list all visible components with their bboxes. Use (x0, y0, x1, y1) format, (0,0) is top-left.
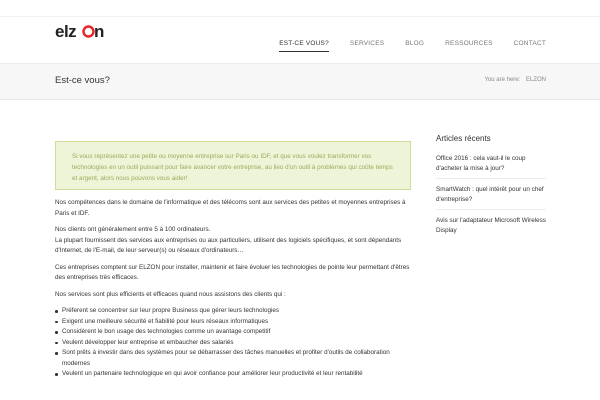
nav-item-contact[interactable]: CONTACT (513, 40, 546, 47)
recent-article-link[interactable]: SmartWatch : quel intérêt pour un chef d'entreprise? (436, 185, 546, 210)
recent-article-link[interactable]: Avis sur l'adaptateur Microsoft Wireless Display (436, 217, 546, 234)
sidebar (436, 134, 546, 246)
nav-item-blog[interactable]: BLOG (405, 40, 425, 47)
svg-text:n: n (94, 22, 105, 41)
main-content (55, 141, 411, 380)
nav-item-services[interactable]: SERVICES (349, 40, 385, 47)
notice-box: Si vous représentez une petite ou moyenne entreprise sur Paris ou IDF, et que vous voulez transformer vos technologies en un outil puissant pour faire avancer votre entreprise, au lieu d'un outil à problèmes qui coûte temps et argent, alors nous pouvons vous aider! (55, 141, 411, 190)
paragraph-clients-profile: La plupart fournissent des services aux entreprises ou aux particuliers, utilisent des logiciels spécifiques, et sont dépendants d'Internet, de l'E-mail, de leur serveur(s) ou réseaux d'ordinateurs… (55, 236, 402, 254)
main-nav (258, 40, 546, 47)
elzon-logo[interactable] (55, 21, 107, 43)
breadcrumb-item-elzon[interactable]: ELZON (525, 77, 546, 83)
list-item: Veulent un partenaire technologique en qui avoir confiance pour améliorer leur productivité et leur rentabilité (55, 369, 411, 380)
list-item: Exigent une meilleure sécurité et fiabilité pour leurs réseaux informatiques (55, 317, 411, 328)
title-bar (0, 63, 600, 100)
list-item: Considèrent le bon usage des technologies comme un avantage competitif (55, 327, 411, 338)
nav-item-ressources[interactable]: RESSOURCES (445, 40, 493, 47)
page-title: Est-ce vous? (55, 75, 110, 86)
paragraph-elzon: Ces entreprises comptent sur ELZON pour installer, maintenir et faire évoluer les technologies de pointe leur permettant d'êtres des entreprises très efficaces. (55, 263, 410, 281)
breadcrumb (481, 77, 547, 83)
top-strip (0, 0, 600, 17)
breadcrumb-prefix: You are here: (484, 77, 521, 83)
recent-article-link[interactable]: Office 2016 : cela vaut-il le coup d'acheter la mise à jour? (436, 154, 546, 179)
nav-item-est-ce-vous[interactable]: EST-CE VOUS? (279, 40, 329, 47)
paragraph-clients-size: Nos clients ont généralement entre 5 à 100 ordinateurs. (55, 226, 211, 233)
list-item: Veulent développer leur entreprise et embaucher des salariés (55, 338, 411, 349)
list-item: Préferent se concentrer sur leur propre Business que gérer leurs technologies (55, 306, 411, 317)
recent-articles-title: Articles récents (436, 134, 491, 143)
client-criteria-list (55, 306, 411, 380)
paragraph-competences: Nos compétences dans le domaine de l'informatique et des télécoms sont aux services des petites et moyennes entreprises à Paris et IDF. (55, 199, 406, 217)
svg-text:elz: elz (55, 22, 77, 41)
paragraph-services-intro: Nos services sont plus efficients et efficaces quand nous assistons des clients qui : (55, 290, 286, 298)
list-item: Sont prêts à investir dans des systèmes pour se débarrasser des tâches manuelles et profiter d'outils de collaboration modernes (55, 348, 411, 369)
